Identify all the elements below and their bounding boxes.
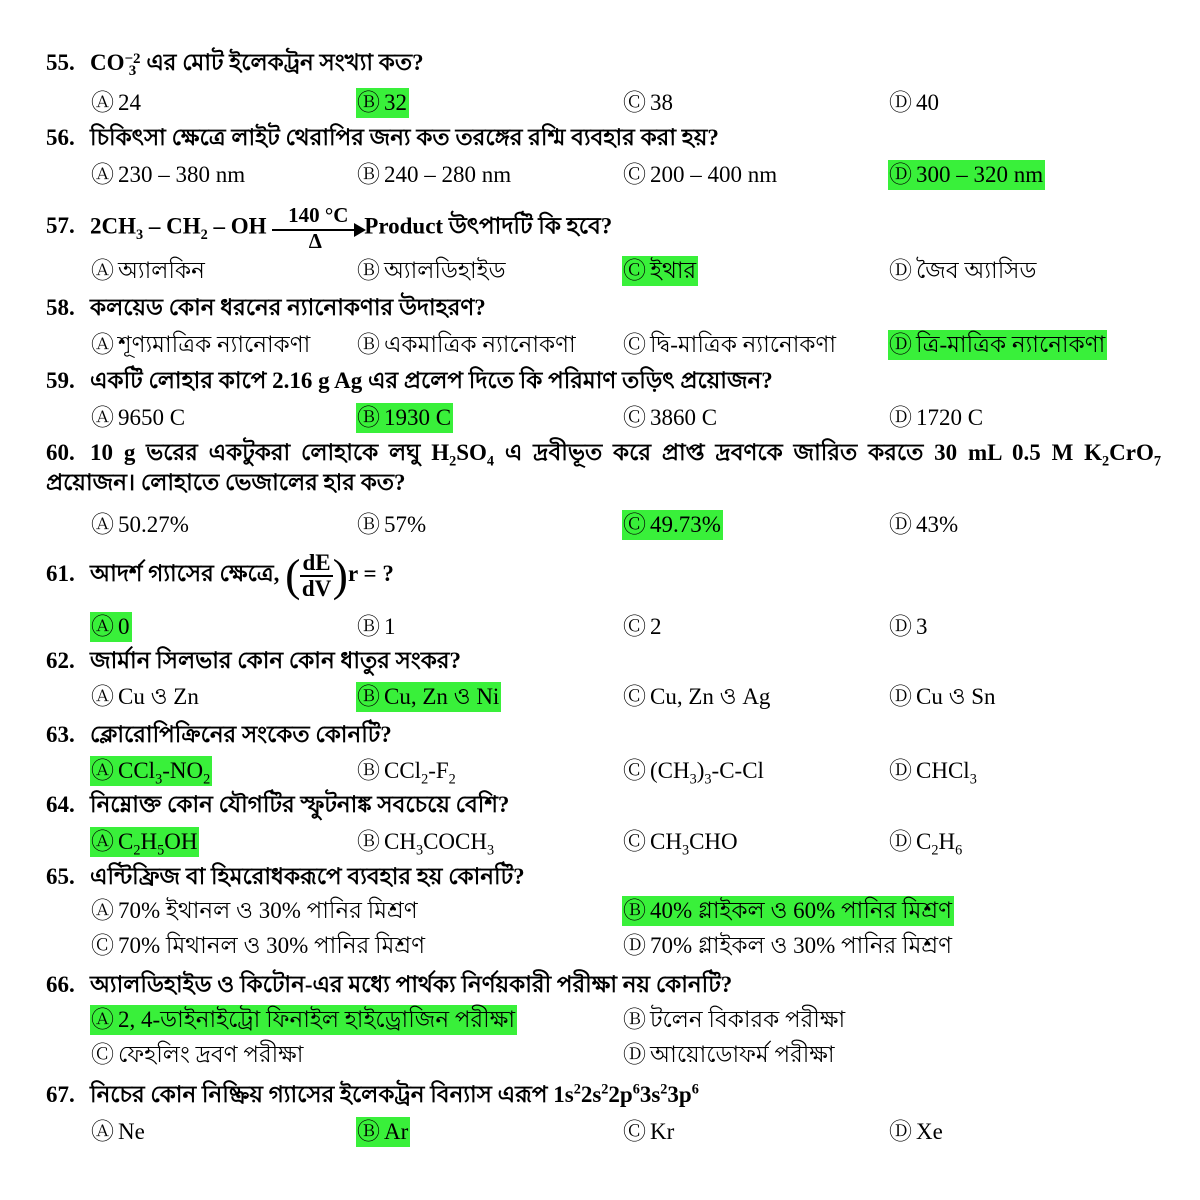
option-letter: Ⓒ: [623, 512, 646, 537]
option-text: 230 – 380 nm: [118, 162, 246, 187]
option-text: 50.27%: [118, 512, 189, 537]
question-text: কলয়েড কোন ধরনের ন্যানোকণার উদাহরণ?: [90, 295, 486, 320]
option-text: 0: [118, 614, 130, 639]
question-67: [46, 1080, 699, 1110]
subscript: 2: [449, 453, 457, 470]
option-text: 9650 C: [118, 405, 186, 430]
option-text: টলেন বিকারক পরীক্ষা: [650, 1007, 846, 1032]
option-text: 24: [118, 90, 141, 115]
option-letter: Ⓐ: [91, 614, 114, 639]
option-text: 40: [916, 90, 939, 115]
question-number: 58.: [46, 295, 75, 320]
option-letter: Ⓓ: [889, 758, 912, 783]
option-text: Xe: [916, 1119, 943, 1144]
option-letter: Ⓐ: [91, 512, 114, 537]
option-letter: Ⓓ: [623, 1042, 646, 1067]
option-text: 200 – 400 nm: [650, 162, 778, 187]
option-text: Kr: [650, 1119, 675, 1144]
option-text: CHO: [689, 829, 738, 854]
option-letter: Ⓒ: [91, 933, 114, 958]
question-text: 10 g ভরের একটুকরা লোহাকে লঘু H: [90, 440, 450, 465]
option-text: OH: [164, 829, 198, 854]
question-65: [46, 862, 525, 892]
option-a[interactable]: [90, 403, 187, 433]
option-text: C: [118, 829, 134, 854]
arrow-condition-bottom: Δ: [308, 229, 322, 253]
question-text: এ দ্রবীভূত করে প্রাপ্ত দ্রবণকে জারিত করতে 30 mL 0.5 M K: [494, 440, 1103, 465]
option-letter: Ⓓ: [889, 684, 912, 709]
subscript: 2: [200, 226, 208, 243]
option-letter: Ⓒ: [91, 1042, 114, 1067]
question-text: অ্যালডিহাইড ও কিটোন-এর মধ্যে পার্থক্য নির্ণয়কারী পরীক্ষা নয় কোনটি?: [90, 972, 733, 997]
question-number: 57.: [46, 213, 75, 239]
option-d[interactable]: [888, 756, 979, 786]
option-letter: Ⓓ: [889, 829, 912, 854]
option-text: 1: [384, 614, 396, 639]
option-text: 57%: [384, 512, 427, 537]
option-text: ত্রি-মাত্রিক ন্যানোকণা: [916, 332, 1106, 357]
option-letter: Ⓐ: [91, 684, 114, 709]
option-letter: Ⓑ: [357, 758, 380, 783]
subscript: 3: [486, 842, 495, 859]
options-62: [90, 682, 1190, 714]
superscript: 2: [660, 1081, 668, 1098]
question-57: [46, 203, 613, 253]
config-part: 3p: [667, 1082, 692, 1107]
superscript: 2: [601, 1081, 609, 1098]
question-number: 60.: [46, 440, 75, 465]
close-paren: ): [332, 549, 348, 601]
question-text: নিচের কোন নিষ্ক্রিয় গ্যাসের ইলেকট্রন বিন্যাস এরূপ: [90, 1082, 554, 1107]
question-59: [46, 366, 773, 396]
fraction-numerator: dE: [302, 549, 331, 575]
option-d-correct[interactable]: [888, 160, 1045, 190]
option-letter: Ⓓ: [889, 405, 912, 430]
option-letter: Ⓓ: [889, 90, 912, 115]
question-text: এর মোট ইলেকট্রন সংখ্যা কত?: [140, 50, 424, 75]
option-letter: Ⓓ: [889, 614, 912, 639]
option-letter: Ⓑ: [357, 405, 380, 430]
subscript: 3: [704, 771, 712, 788]
option-d[interactable]: [888, 256, 1038, 286]
question-number: 67.: [46, 1082, 75, 1107]
option-text: 1930 C: [384, 405, 452, 430]
question-number: 56.: [46, 125, 75, 150]
option-a[interactable]: [90, 510, 191, 540]
subscript: 2: [203, 771, 211, 788]
question-text: জার্মান সিলভার কোন কোন ধাতুর সংকর?: [90, 648, 461, 673]
option-c[interactable]: [622, 403, 719, 433]
question-text: SO: [456, 440, 487, 465]
option-text: 40% গ্লাইকল ও 60% পানির মিশ্রণ: [650, 898, 953, 923]
option-letter: Ⓓ: [889, 1119, 912, 1144]
subscript: 2: [931, 842, 939, 859]
option-b[interactable]: [622, 1005, 847, 1035]
option-c[interactable]: [90, 1040, 305, 1070]
subscript: 6: [955, 842, 963, 859]
option-text: H: [140, 829, 158, 854]
subscript: 3: [969, 771, 977, 788]
option-a[interactable]: [90, 256, 207, 286]
option-letter: Ⓓ: [889, 332, 912, 357]
option-letter: Ⓒ: [623, 90, 646, 115]
option-letter: Ⓓ: [889, 162, 912, 187]
option-text: Cu ও Zn: [118, 684, 199, 709]
charge-stack: [124, 50, 141, 79]
options-65-row1: [90, 896, 1190, 928]
option-b[interactable]: [356, 612, 398, 642]
option-text: Ar: [384, 1119, 409, 1144]
options-64: [90, 827, 1190, 859]
option-letter: Ⓐ: [91, 162, 114, 187]
option-text: অ্যালকিন: [118, 258, 205, 283]
option-b-correct[interactable]: [622, 896, 954, 926]
subscript: 2: [448, 771, 456, 788]
option-c[interactable]: [622, 330, 838, 360]
config-part: 2s: [580, 1082, 602, 1107]
question-number: 65.: [46, 864, 75, 889]
option-d[interactable]: [888, 682, 998, 712]
question-number: 62.: [46, 648, 75, 673]
option-letter: Ⓒ: [623, 829, 646, 854]
option-letter: Ⓑ: [357, 90, 380, 115]
question-64: [46, 790, 509, 820]
option-text: একমাত্রিক ন্যানোকণা: [384, 332, 576, 357]
option-letter: Ⓐ: [91, 405, 114, 430]
option-text: দ্বি-মাত্রিক ন্যানোকণা: [650, 332, 837, 357]
option-c[interactable]: [622, 1117, 676, 1147]
option-letter: Ⓐ: [91, 90, 114, 115]
option-text: 43%: [916, 512, 959, 537]
question-text: Product উৎপাদটি কি হবে?: [364, 213, 613, 239]
option-text: 70% মিথানল ও 30% পানির মিশ্রণ: [118, 933, 425, 958]
option-c-correct[interactable]: [622, 256, 698, 286]
option-a[interactable]: [90, 88, 143, 118]
superscript: 6: [691, 1081, 699, 1098]
option-c[interactable]: [622, 612, 664, 642]
option-d[interactable]: [888, 510, 960, 540]
option-b-correct[interactable]: [356, 403, 453, 433]
question-text: চিকিৎসা ক্ষেত্রে লাইট থেরাপির জন্য কত তরঙ্গের রশ্মি ব্যবহার করা হয়?: [90, 125, 719, 150]
option-text: 240 – 280 nm: [384, 162, 512, 187]
options-58: [90, 330, 1190, 362]
option-letter: Ⓐ: [91, 332, 114, 357]
options-63: [90, 756, 1190, 788]
superscript: 6: [632, 1081, 640, 1098]
option-text: CCl: [384, 758, 422, 783]
question-66: [46, 970, 732, 1000]
question-text: r = ?: [347, 561, 394, 586]
option-b[interactable]: [356, 256, 508, 286]
option-c[interactable]: [622, 88, 675, 118]
formula: CO: [90, 50, 125, 75]
superscript: 2: [573, 1081, 581, 1098]
option-text: শূণ্যমাত্রিক ন্যানোকণা: [118, 332, 311, 357]
option-text: Ne: [118, 1119, 145, 1144]
question-number: 66.: [46, 972, 75, 997]
question-number: 64.: [46, 792, 75, 817]
question-text: এন্টিফ্রিজ বা হিমরোধকরূপে ব্যবহার হয় কোনটি?: [90, 864, 525, 889]
option-a[interactable]: [90, 896, 420, 926]
question-60: [46, 438, 1161, 498]
option-text: H: [938, 829, 956, 854]
option-text: 3: [916, 614, 928, 639]
option-text: Cu, Zn ও Ni: [384, 684, 500, 709]
option-c[interactable]: [622, 160, 779, 190]
question-number: 63.: [46, 722, 75, 747]
option-letter: Ⓓ: [623, 933, 646, 958]
option-letter: Ⓒ: [623, 258, 646, 283]
option-b-correct[interactable]: [356, 682, 501, 712]
question-62: [46, 646, 461, 676]
options-60: [90, 510, 1190, 542]
option-text: 70% গ্লাইকল ও 30% পানির মিশ্রণ: [650, 933, 953, 958]
option-a-correct[interactable]: [90, 1005, 517, 1035]
question-text: আদর্শ গ্যাসের ক্ষেত্রে,: [90, 561, 286, 586]
subscript: 5: [157, 842, 165, 859]
options-55: [90, 88, 1190, 120]
question-text: CrO: [1109, 440, 1154, 465]
subscript: 3: [155, 771, 163, 788]
option-letter: Ⓑ: [357, 162, 380, 187]
options-57: [90, 256, 1190, 288]
formula-part: – CH: [143, 213, 201, 239]
option-c[interactable]: [622, 827, 740, 857]
option-c[interactable]: [622, 756, 766, 786]
option-text: CHCl: [916, 758, 970, 783]
options-65-row2: [90, 931, 1190, 963]
option-letter: Ⓑ: [623, 1007, 646, 1032]
option-text: -NO: [162, 758, 204, 783]
option-d[interactable]: [888, 88, 941, 118]
option-text: আয়োডোফর্ম পরীক্ষা: [650, 1042, 835, 1067]
option-text: ইথার: [650, 258, 697, 283]
option-text: অ্যালডিহাইড: [384, 258, 506, 283]
derivative-fraction: [300, 551, 332, 601]
option-letter: Ⓓ: [889, 258, 912, 283]
question-55: [46, 48, 424, 78]
option-letter: Ⓑ: [357, 829, 380, 854]
question-text: নিম্নোক্ত কোন যৌগটির স্ফুটনাঙ্ক সবচেয়ে বেশি?: [90, 792, 510, 817]
subscript: 3: [136, 226, 144, 243]
option-text: 300 – 320 nm: [916, 162, 1044, 187]
question-text: ক্লোরোপিক্রিনের সংকেত কোনটি?: [90, 722, 392, 747]
arrow-condition-top: 140 °C: [288, 203, 349, 227]
option-text: 38: [650, 90, 673, 115]
option-text: 49.73%: [650, 512, 721, 537]
option-letter: Ⓑ: [357, 258, 380, 283]
option-letter: Ⓓ: [889, 512, 912, 537]
subscript: 3: [415, 842, 424, 859]
reaction-arrow: [272, 203, 364, 253]
config-part: 3s: [639, 1082, 661, 1107]
option-b[interactable]: [356, 160, 513, 190]
config-part: 1s: [553, 1082, 574, 1107]
option-text: জৈব অ্যাসিড: [916, 258, 1037, 283]
option-letter: Ⓑ: [357, 614, 380, 639]
option-a-correct[interactable]: [90, 612, 132, 642]
option-text: COCH: [423, 829, 487, 854]
charge-sub: 3: [128, 62, 137, 79]
option-letter: Ⓐ: [91, 1119, 114, 1144]
option-c[interactable]: [622, 682, 772, 712]
option-text: Cu ও Sn: [916, 684, 996, 709]
option-a-correct[interactable]: [90, 756, 212, 786]
options-61: [90, 612, 1190, 644]
option-text: 1720 C: [916, 405, 984, 430]
option-c-correct[interactable]: [622, 510, 723, 540]
option-d-correct[interactable]: [888, 330, 1107, 360]
option-letter: Ⓑ: [357, 512, 380, 537]
option-letter: Ⓐ: [91, 258, 114, 283]
option-letter: Ⓐ: [91, 1007, 114, 1032]
question-58: [46, 293, 486, 323]
option-a[interactable]: [90, 160, 247, 190]
formula-part: 2CH: [90, 213, 136, 239]
option-a[interactable]: [90, 1117, 147, 1147]
question-text: একটি লোহার কাপে 2.16 g Ag এর প্রলেপ দিতে কি পরিমাণ তড়িৎ প্রয়োজন?: [90, 368, 773, 393]
option-letter: Ⓑ: [357, 332, 380, 357]
option-d[interactable]: [622, 1040, 837, 1070]
open-paren: (: [285, 549, 301, 601]
subscript: 2: [1102, 453, 1110, 470]
subscript: 2: [421, 771, 429, 788]
option-text: 3860 C: [650, 405, 718, 430]
option-b[interactable]: [356, 756, 458, 786]
options-59: [90, 403, 1190, 435]
question-number: 55.: [46, 50, 75, 75]
subscript: 7: [1153, 453, 1161, 470]
option-letter: Ⓑ: [623, 898, 646, 923]
question-text: প্রয়োজন। লোহাতে ভেজালের হার কত?: [46, 470, 406, 495]
option-text: CH: [384, 829, 416, 854]
option-a-correct[interactable]: [90, 827, 199, 857]
option-text: 32: [384, 90, 407, 115]
option-letter: Ⓒ: [623, 405, 646, 430]
option-c[interactable]: [90, 931, 427, 961]
option-letter: Ⓒ: [623, 684, 646, 709]
question-number: 59.: [46, 368, 75, 393]
option-text: 2, 4-ডাইনাইট্রো ফিনাইল হাইড্রোজিন পরীক্ষা: [118, 1007, 515, 1032]
config-part: 2p: [608, 1082, 633, 1107]
question-number: 61.: [46, 561, 75, 586]
option-letter: Ⓒ: [623, 614, 646, 639]
option-b-correct[interactable]: [356, 1117, 410, 1147]
option-b[interactable]: [356, 510, 428, 540]
option-b[interactable]: [356, 827, 496, 857]
option-text: 2: [650, 614, 662, 639]
option-a[interactable]: [90, 682, 201, 712]
question-63: [46, 720, 392, 750]
option-text: CCl: [118, 758, 156, 783]
option-d[interactable]: [888, 1117, 945, 1147]
option-b[interactable]: [356, 330, 578, 360]
options-67: [90, 1117, 1190, 1149]
option-letter: Ⓐ: [91, 829, 114, 854]
option-text: ): [696, 758, 705, 783]
option-b-correct[interactable]: [356, 88, 409, 118]
formula-part: – OH: [207, 213, 273, 239]
option-text: -C-Cl: [711, 758, 764, 783]
option-d[interactable]: [622, 931, 954, 961]
options-66-row1: [90, 1005, 1190, 1037]
option-letter: Ⓐ: [91, 758, 114, 783]
option-text: Cu, Zn ও Ag: [650, 684, 771, 709]
option-letter: Ⓐ: [91, 898, 114, 923]
option-a[interactable]: [90, 330, 312, 360]
option-letter: Ⓒ: [623, 162, 646, 187]
option-letter: Ⓒ: [623, 758, 646, 783]
option-letter: Ⓑ: [357, 1119, 380, 1144]
options-56: [90, 160, 1190, 192]
subscript: 3: [681, 842, 690, 859]
option-text: 70% ইথানল ও 30% পানির মিশ্রণ: [118, 898, 418, 923]
option-text: ফেহলিং দ্রবণ পরীক্ষা: [118, 1042, 304, 1067]
subscript: 3: [689, 771, 697, 788]
charge-sup: −2: [124, 50, 141, 67]
option-letter: Ⓑ: [357, 684, 380, 709]
subscript: 2: [133, 842, 141, 859]
option-text: (CH: [650, 758, 690, 783]
options-66-row2: [90, 1040, 1190, 1072]
question-61: [46, 548, 394, 601]
option-letter: Ⓒ: [623, 332, 646, 357]
option-text: C: [916, 829, 932, 854]
fraction-denominator: dV: [301, 575, 332, 601]
option-d[interactable]: [888, 403, 985, 433]
option-text: CH: [650, 829, 682, 854]
option-d[interactable]: [888, 827, 964, 857]
subscript: 4: [486, 453, 495, 470]
option-d[interactable]: [888, 612, 930, 642]
option-letter: Ⓒ: [623, 1119, 646, 1144]
question-56: [46, 123, 719, 153]
option-text: -F: [428, 758, 449, 783]
